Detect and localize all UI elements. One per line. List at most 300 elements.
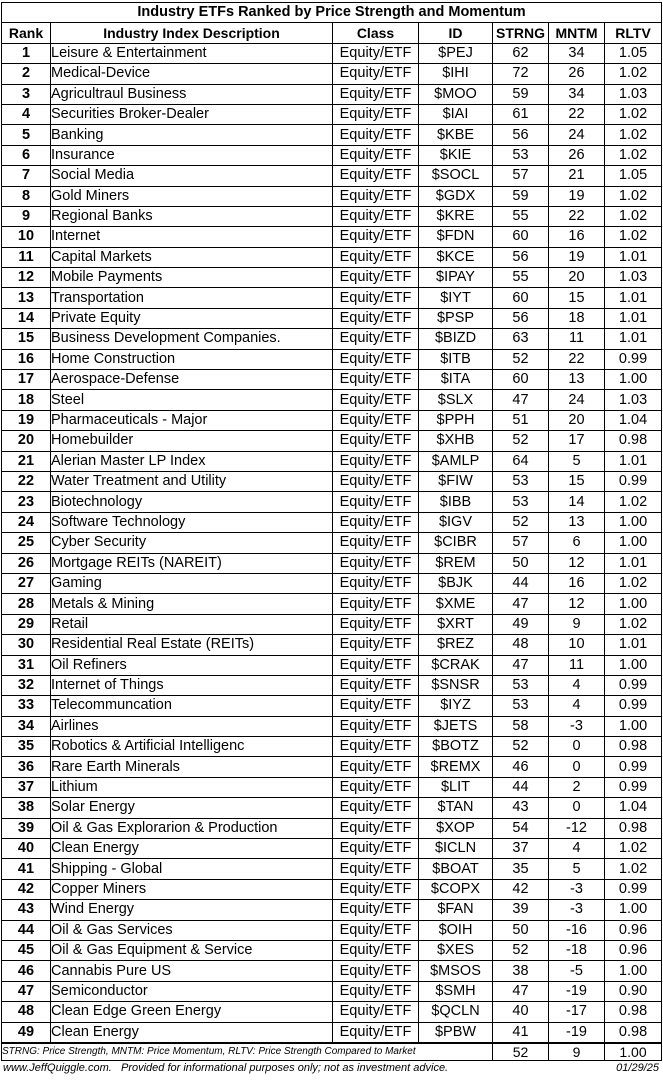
id-cell: $KCE xyxy=(419,247,493,267)
strng-cell: 72 xyxy=(493,64,549,84)
mntm-cell: 12 xyxy=(549,594,605,614)
description-cell: Water Treatment and Utility xyxy=(51,471,333,491)
rank-cell: 26 xyxy=(2,553,51,573)
table-row xyxy=(2,451,662,471)
mntm-cell: 22 xyxy=(549,349,605,369)
rank-cell: 43 xyxy=(2,900,51,920)
strng-cell: 52 xyxy=(493,940,549,960)
strng-cell: 40 xyxy=(493,1002,549,1022)
strng-cell: 52 xyxy=(493,737,549,757)
table-row xyxy=(2,145,662,165)
rltv-cell: 1.03 xyxy=(605,84,662,104)
table-row xyxy=(2,125,662,145)
id-cell: $IGV xyxy=(419,512,493,532)
rank-cell: 1 xyxy=(2,43,51,63)
class-cell: Equity/ETF xyxy=(333,64,419,84)
rltv-cell: 1.02 xyxy=(605,227,662,247)
description-cell: Medical-Device xyxy=(51,64,333,84)
description-cell: Clean Energy xyxy=(51,839,333,859)
id-cell: $XME xyxy=(419,594,493,614)
description-cell: Capital Markets xyxy=(51,247,333,267)
rltv-cell: 1.01 xyxy=(605,451,662,471)
rank-cell: 29 xyxy=(2,614,51,634)
rank-cell: 19 xyxy=(2,410,51,430)
rank-cell: 8 xyxy=(2,186,51,206)
rltv-cell: 1.04 xyxy=(605,410,662,430)
rltv-cell: 0.99 xyxy=(605,471,662,491)
mntm-cell: 24 xyxy=(549,125,605,145)
class-cell: Equity/ETF xyxy=(333,879,419,899)
rank-cell: 12 xyxy=(2,268,51,288)
description-cell: Internet xyxy=(51,227,333,247)
id-cell: $BOAT xyxy=(419,859,493,879)
rank-cell: 16 xyxy=(2,349,51,369)
rltv-cell: 0.98 xyxy=(605,737,662,757)
table-row xyxy=(2,308,662,328)
strng-cell: 47 xyxy=(493,594,549,614)
description-cell: Internet of Things xyxy=(51,675,333,695)
mntm-cell: 0 xyxy=(549,798,605,818)
rltv-cell: 0.98 xyxy=(605,1002,662,1022)
description-cell: Biotechnology xyxy=(51,492,333,512)
class-cell: Equity/ETF xyxy=(333,166,419,186)
rank-cell: 3 xyxy=(2,84,51,104)
description-cell: Airlines xyxy=(51,716,333,736)
id-cell: $KBE xyxy=(419,125,493,145)
table-row xyxy=(2,370,662,390)
rltv-cell: 1.02 xyxy=(605,839,662,859)
rank-cell: 34 xyxy=(2,716,51,736)
table-row xyxy=(2,573,662,593)
rltv-cell: 1.02 xyxy=(605,186,662,206)
mntm-cell: 5 xyxy=(549,451,605,471)
rltv-cell: 1.01 xyxy=(605,329,662,349)
description-cell: Aerospace-Defense xyxy=(51,370,333,390)
col-header-mntm: MNTM xyxy=(549,23,605,43)
id-cell: $PEJ xyxy=(419,43,493,63)
strng-cell: 55 xyxy=(493,206,549,226)
rltv-cell: 0.90 xyxy=(605,981,662,1001)
mntm-cell: 17 xyxy=(549,431,605,451)
strng-cell: 53 xyxy=(493,696,549,716)
rltv-cell: 1.00 xyxy=(605,655,662,675)
rank-cell: 9 xyxy=(2,206,51,226)
id-cell: $IPAY xyxy=(419,268,493,288)
rltv-cell: 1.03 xyxy=(605,390,662,410)
table-row xyxy=(2,166,662,186)
col-header-class: Class xyxy=(333,23,419,43)
rank-cell: 14 xyxy=(2,308,51,328)
id-cell: $XRT xyxy=(419,614,493,634)
rank-cell: 47 xyxy=(2,981,51,1001)
mntm-cell: -3 xyxy=(549,716,605,736)
header-row xyxy=(2,23,662,43)
table-row xyxy=(2,839,662,859)
class-cell: Equity/ETF xyxy=(333,594,419,614)
id-cell: $ITA xyxy=(419,370,493,390)
strng-cell: 50 xyxy=(493,920,549,940)
rltv-cell: 0.99 xyxy=(605,757,662,777)
class-cell: Equity/ETF xyxy=(333,1022,419,1042)
rltv-cell: 1.00 xyxy=(605,716,662,736)
mntm-cell: 34 xyxy=(549,84,605,104)
class-cell: Equity/ETF xyxy=(333,573,419,593)
mntm-cell: 11 xyxy=(549,655,605,675)
description-cell: Oil Refiners xyxy=(51,655,333,675)
strng-cell: 52 xyxy=(493,431,549,451)
rltv-cell: 1.05 xyxy=(605,166,662,186)
description-cell: Regional Banks xyxy=(51,206,333,226)
rltv-cell: 0.99 xyxy=(605,879,662,899)
col-header-rltv: RLTV xyxy=(605,23,662,43)
table-row xyxy=(2,268,662,288)
etf-ranking-sheet xyxy=(1,2,661,1061)
mntm-cell: -19 xyxy=(549,1022,605,1042)
rltv-cell: 1.02 xyxy=(605,145,662,165)
description-cell: Agricultraul Business xyxy=(51,84,333,104)
strng-cell: 49 xyxy=(493,614,549,634)
class-cell: Equity/ETF xyxy=(333,716,419,736)
mntm-cell: 20 xyxy=(549,410,605,430)
strng-cell: 57 xyxy=(493,166,549,186)
rltv-cell: 1.03 xyxy=(605,268,662,288)
table-row xyxy=(2,818,662,838)
strng-cell: 42 xyxy=(493,879,549,899)
id-cell: $PBW xyxy=(419,1022,493,1042)
class-cell: Equity/ETF xyxy=(333,451,419,471)
table-row xyxy=(2,553,662,573)
description-cell: Business Development Companies. xyxy=(51,329,333,349)
table-row xyxy=(2,716,662,736)
strng-cell: 59 xyxy=(493,84,549,104)
footer-table xyxy=(1,1043,662,1061)
strng-cell: 60 xyxy=(493,227,549,247)
id-cell: $MOO xyxy=(419,84,493,104)
class-cell: Equity/ETF xyxy=(333,84,419,104)
rltv-cell: 0.98 xyxy=(605,1022,662,1042)
class-cell: Equity/ETF xyxy=(333,492,419,512)
class-cell: Equity/ETF xyxy=(333,940,419,960)
table-row xyxy=(2,1002,662,1022)
strng-cell: 39 xyxy=(493,900,549,920)
description-cell: Gaming xyxy=(51,573,333,593)
mntm-cell: 4 xyxy=(549,839,605,859)
mntm-cell: 22 xyxy=(549,104,605,124)
rltv-cell: 1.02 xyxy=(605,614,662,634)
table-row xyxy=(2,737,662,757)
class-cell: Equity/ETF xyxy=(333,104,419,124)
rltv-cell: 1.05 xyxy=(605,43,662,63)
class-cell: Equity/ETF xyxy=(333,961,419,981)
id-cell: $PPH xyxy=(419,410,493,430)
table-row xyxy=(2,777,662,797)
col-header-description: Industry Index Description xyxy=(51,23,333,43)
strng-cell: 53 xyxy=(493,675,549,695)
strng-cell: 51 xyxy=(493,410,549,430)
rltv-cell: 1.01 xyxy=(605,247,662,267)
class-cell: Equity/ETF xyxy=(333,614,419,634)
mntm-cell: 22 xyxy=(549,206,605,226)
class-cell: Equity/ETF xyxy=(333,1002,419,1022)
id-cell: $KIE xyxy=(419,145,493,165)
mntm-cell: 16 xyxy=(549,227,605,247)
mntm-cell: 4 xyxy=(549,696,605,716)
rank-cell: 45 xyxy=(2,940,51,960)
class-cell: Equity/ETF xyxy=(333,553,419,573)
mntm-cell: -5 xyxy=(549,961,605,981)
description-cell: Clean Edge Green Energy xyxy=(51,1002,333,1022)
class-cell: Equity/ETF xyxy=(333,635,419,655)
table-row xyxy=(2,920,662,940)
rank-cell: 5 xyxy=(2,125,51,145)
rltv-cell: 1.02 xyxy=(605,104,662,124)
rltv-cell: 1.04 xyxy=(605,798,662,818)
strng-cell: 47 xyxy=(493,655,549,675)
table-row xyxy=(2,390,662,410)
id-cell: $JETS xyxy=(419,716,493,736)
mntm-cell: 4 xyxy=(549,675,605,695)
table-row xyxy=(2,655,662,675)
rltv-cell: 0.98 xyxy=(605,818,662,838)
strng-cell: 38 xyxy=(493,961,549,981)
description-cell: Semiconductor xyxy=(51,981,333,1001)
rltv-cell: 0.96 xyxy=(605,940,662,960)
description-cell: Pharmaceuticals - Major xyxy=(51,410,333,430)
id-cell: $CRAK xyxy=(419,655,493,675)
class-cell: Equity/ETF xyxy=(333,268,419,288)
rltv-cell: 1.01 xyxy=(605,553,662,573)
col-header-id: ID xyxy=(419,23,493,43)
description-cell: Oil & Gas Services xyxy=(51,920,333,940)
mntm-cell: 26 xyxy=(549,64,605,84)
id-cell: $SNSR xyxy=(419,675,493,695)
table-row xyxy=(2,227,662,247)
rltv-cell: 1.00 xyxy=(605,370,662,390)
description-cell: Clean Energy xyxy=(51,1022,333,1042)
strng-cell: 46 xyxy=(493,757,549,777)
rank-cell: 13 xyxy=(2,288,51,308)
mntm-cell: 14 xyxy=(549,492,605,512)
avg-rltv: 1.00 xyxy=(605,1043,662,1060)
description-cell: Gold Miners xyxy=(51,186,333,206)
avg-mntm: 9 xyxy=(549,1043,605,1060)
report-date: 01/29/25 xyxy=(616,1062,659,1074)
class-cell: Equity/ETF xyxy=(333,512,419,532)
id-cell: $IYZ xyxy=(419,696,493,716)
mntm-cell: -3 xyxy=(549,879,605,899)
id-cell: $BJK xyxy=(419,573,493,593)
table-row xyxy=(2,64,662,84)
mntm-cell: -12 xyxy=(549,818,605,838)
strng-cell: 48 xyxy=(493,635,549,655)
class-cell: Equity/ETF xyxy=(333,839,419,859)
rank-cell: 31 xyxy=(2,655,51,675)
rltv-cell: 1.00 xyxy=(605,512,662,532)
mntm-cell: 16 xyxy=(549,573,605,593)
rank-cell: 33 xyxy=(2,696,51,716)
strng-cell: 43 xyxy=(493,798,549,818)
rank-cell: 11 xyxy=(2,247,51,267)
legend-note: STRNG: Price Strength, MNTM: Price Momentum, RLTV: Price Strength Compared to Market xyxy=(2,1043,493,1060)
description-cell: Oil & Gas Explorarion & Production xyxy=(51,818,333,838)
id-cell: $KRE xyxy=(419,206,493,226)
id-cell: $XES xyxy=(419,940,493,960)
rank-cell: 30 xyxy=(2,635,51,655)
disclaimer-text: Provided for informational purposes only; not as investment advice. xyxy=(121,1062,449,1074)
strng-cell: 56 xyxy=(493,308,549,328)
description-cell: Software Technology xyxy=(51,512,333,532)
rltv-cell: 1.02 xyxy=(605,64,662,84)
table-row xyxy=(2,512,662,532)
table-row xyxy=(2,431,662,451)
mntm-cell: 21 xyxy=(549,166,605,186)
id-cell: $XOP xyxy=(419,818,493,838)
rltv-cell: 1.00 xyxy=(605,900,662,920)
rank-cell: 41 xyxy=(2,859,51,879)
description-cell: Homebuilder xyxy=(51,431,333,451)
id-cell: $REM xyxy=(419,553,493,573)
table-row xyxy=(2,206,662,226)
rank-cell: 38 xyxy=(2,798,51,818)
strng-cell: 56 xyxy=(493,247,549,267)
class-cell: Equity/ETF xyxy=(333,349,419,369)
table-row xyxy=(2,757,662,777)
id-cell: $REZ xyxy=(419,635,493,655)
id-cell: $FIW xyxy=(419,471,493,491)
description-cell: Mobile Payments xyxy=(51,268,333,288)
rank-cell: 42 xyxy=(2,879,51,899)
mntm-cell: 19 xyxy=(549,247,605,267)
rank-cell: 24 xyxy=(2,512,51,532)
id-cell: $TAN xyxy=(419,798,493,818)
class-cell: Equity/ETF xyxy=(333,655,419,675)
mntm-cell: -19 xyxy=(549,981,605,1001)
description-cell: Rare Earth Minerals xyxy=(51,757,333,777)
rank-cell: 23 xyxy=(2,492,51,512)
strng-cell: 63 xyxy=(493,329,549,349)
class-cell: Equity/ETF xyxy=(333,859,419,879)
description-cell: Home Construction xyxy=(51,349,333,369)
id-cell: $AMLP xyxy=(419,451,493,471)
rltv-cell: 1.00 xyxy=(605,533,662,553)
rltv-cell: 1.00 xyxy=(605,594,662,614)
mntm-cell: 19 xyxy=(549,186,605,206)
id-cell: $SMH xyxy=(419,981,493,1001)
table-row xyxy=(2,879,662,899)
rltv-cell: 0.99 xyxy=(605,349,662,369)
rank-cell: 44 xyxy=(2,920,51,940)
rank-cell: 40 xyxy=(2,839,51,859)
mntm-cell: 15 xyxy=(549,471,605,491)
rltv-cell: 1.01 xyxy=(605,635,662,655)
rltv-cell: 1.00 xyxy=(605,961,662,981)
table-row xyxy=(2,696,662,716)
class-cell: Equity/ETF xyxy=(333,431,419,451)
table-row xyxy=(2,635,662,655)
mntm-cell: 0 xyxy=(549,737,605,757)
class-cell: Equity/ETF xyxy=(333,390,419,410)
class-cell: Equity/ETF xyxy=(333,757,419,777)
rank-cell: 21 xyxy=(2,451,51,471)
id-cell: $IBB xyxy=(419,492,493,512)
description-cell: Cyber Security xyxy=(51,533,333,553)
class-cell: Equity/ETF xyxy=(333,288,419,308)
rank-cell: 36 xyxy=(2,757,51,777)
table-row xyxy=(2,186,662,206)
rank-cell: 49 xyxy=(2,1022,51,1042)
mntm-cell: 0 xyxy=(549,757,605,777)
strng-cell: 53 xyxy=(493,471,549,491)
class-cell: Equity/ETF xyxy=(333,410,419,430)
strng-cell: 53 xyxy=(493,145,549,165)
rltv-cell: 1.01 xyxy=(605,308,662,328)
description-cell: Alerian Master LP Index xyxy=(51,451,333,471)
class-cell: Equity/ETF xyxy=(333,920,419,940)
class-cell: Equity/ETF xyxy=(333,43,419,63)
rltv-cell: 1.02 xyxy=(605,859,662,879)
rltv-cell: 0.96 xyxy=(605,920,662,940)
strng-cell: 47 xyxy=(493,390,549,410)
id-cell: $ITB xyxy=(419,349,493,369)
class-cell: Equity/ETF xyxy=(333,329,419,349)
description-cell: Private Equity xyxy=(51,308,333,328)
footer-row xyxy=(2,1043,662,1060)
description-cell: Transportation xyxy=(51,288,333,308)
description-cell: Metals & Mining xyxy=(51,594,333,614)
table-body xyxy=(2,3,662,1043)
id-cell: $BOTZ xyxy=(419,737,493,757)
table-row xyxy=(2,900,662,920)
strng-cell: 60 xyxy=(493,370,549,390)
description-cell: Shipping - Global xyxy=(51,859,333,879)
strng-cell: 53 xyxy=(493,492,549,512)
rank-cell: 25 xyxy=(2,533,51,553)
description-cell: Wind Energy xyxy=(51,900,333,920)
class-cell: Equity/ETF xyxy=(333,777,419,797)
website-link[interactable]: www.JeffQuiggle.com. xyxy=(3,1062,112,1074)
rank-cell: 20 xyxy=(2,431,51,451)
rltv-cell: 1.02 xyxy=(605,573,662,593)
table-row xyxy=(2,471,662,491)
description-cell: Retail xyxy=(51,614,333,634)
rank-cell: 7 xyxy=(2,166,51,186)
strng-cell: 44 xyxy=(493,777,549,797)
rltv-cell: 0.99 xyxy=(605,777,662,797)
strng-cell: 52 xyxy=(493,349,549,369)
strng-cell: 59 xyxy=(493,186,549,206)
id-cell: $IAI xyxy=(419,104,493,124)
id-cell: $ICLN xyxy=(419,839,493,859)
id-cell: $XHB xyxy=(419,431,493,451)
table-row xyxy=(2,247,662,267)
table-row xyxy=(2,349,662,369)
id-cell: $BIZD xyxy=(419,329,493,349)
class-cell: Equity/ETF xyxy=(333,533,419,553)
strng-cell: 61 xyxy=(493,104,549,124)
class-cell: Equity/ETF xyxy=(333,186,419,206)
class-cell: Equity/ETF xyxy=(333,145,419,165)
rank-cell: 46 xyxy=(2,961,51,981)
description-cell: Insurance xyxy=(51,145,333,165)
description-cell: Banking xyxy=(51,125,333,145)
table-row xyxy=(2,492,662,512)
rltv-cell: 0.99 xyxy=(605,675,662,695)
description-cell: Lithium xyxy=(51,777,333,797)
description-cell: Robotics & Artificial Intelligenc xyxy=(51,737,333,757)
id-cell: $QCLN xyxy=(419,1002,493,1022)
class-cell: Equity/ETF xyxy=(333,308,419,328)
mntm-cell: 24 xyxy=(549,390,605,410)
